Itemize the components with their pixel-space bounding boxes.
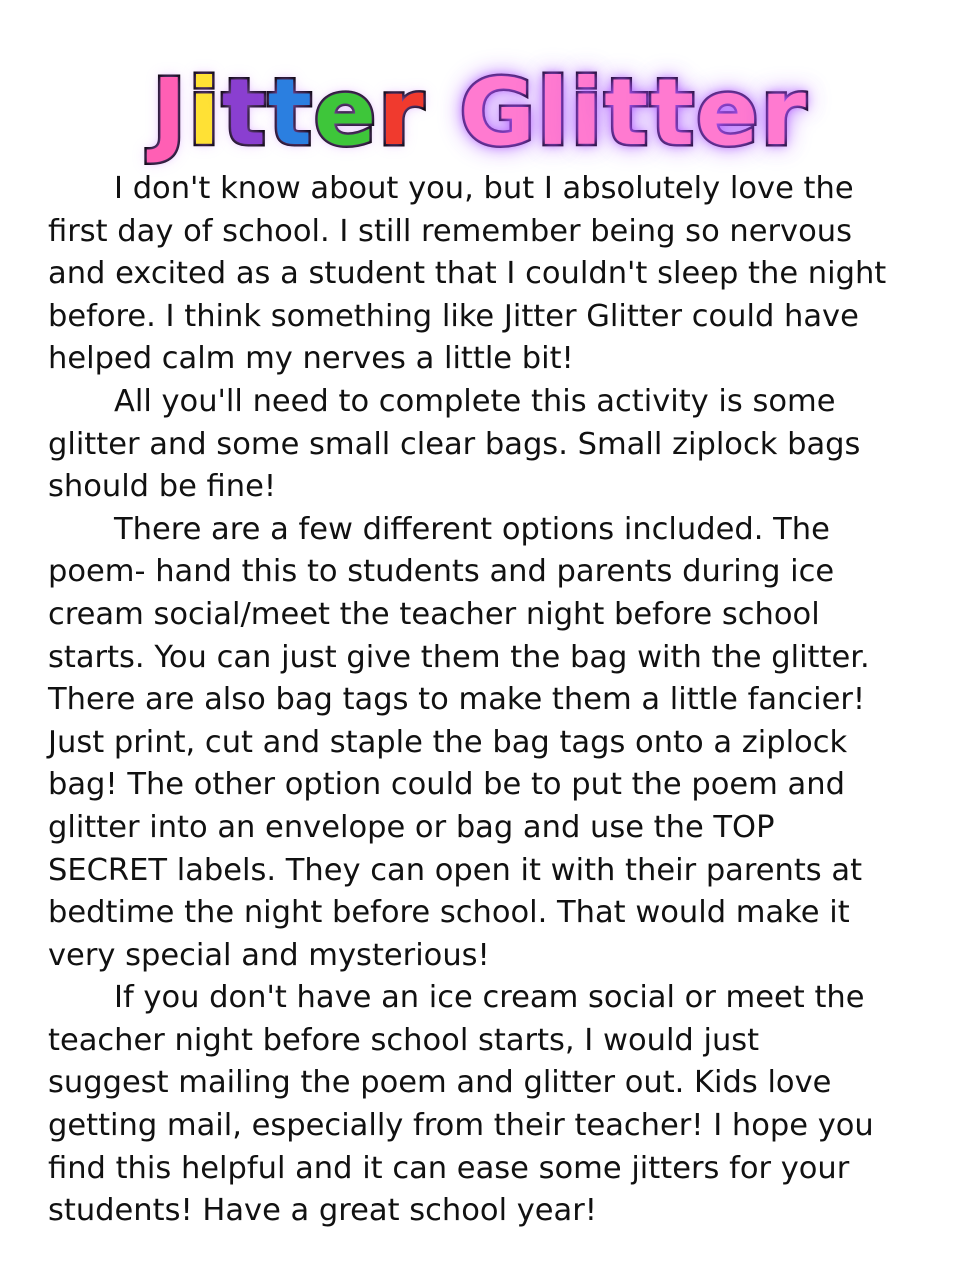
text-line: I don't know about you, but I absolutely love the bbox=[114, 171, 854, 206]
text-line: very special and mysterious! bbox=[48, 937, 490, 973]
title-letter: r bbox=[378, 59, 426, 166]
text-line: before. I think something like Jitter Glitter could have bbox=[48, 298, 859, 334]
title-letter: t bbox=[604, 59, 651, 166]
text-line: There are a few different options included. The bbox=[114, 511, 830, 547]
text-line: and excited as a student that I couldn't sleep the night bbox=[48, 256, 887, 292]
title-word bbox=[152, 58, 426, 168]
title-letter: G bbox=[459, 59, 538, 166]
text-line: first day of school. I still remember being so nervous bbox=[48, 213, 852, 249]
title-letter: r bbox=[760, 59, 808, 166]
page-title bbox=[0, 58, 960, 168]
title-letter: t bbox=[267, 59, 314, 166]
text-line: suggest mailing the poem and glitter out. Kids love bbox=[48, 1065, 832, 1101]
title-word bbox=[460, 58, 808, 168]
text-line: bedtime the night before school. That would make it bbox=[48, 895, 850, 931]
text-line: cream social/meet the teacher night before school bbox=[48, 596, 820, 632]
text-line: If you don't have an ice cream social or meet the bbox=[114, 980, 865, 1016]
text-line: helped calm my nerves a little bit! bbox=[48, 341, 574, 377]
text-line: glitter and some small clear bags. Small ziplock bags bbox=[48, 426, 861, 462]
text-line: SECRET labels. They can open it with their parents at bbox=[48, 852, 863, 888]
text-line: teacher night before school starts, I would just bbox=[48, 1022, 760, 1058]
text-line: students! Have a great school year! bbox=[48, 1193, 598, 1229]
text-line: All you'll need to complete this activity is some bbox=[114, 383, 836, 419]
title-letter: J bbox=[152, 59, 189, 166]
title-letter: t bbox=[221, 59, 268, 166]
text-line: bag! The other option could be to put the poem and bbox=[48, 767, 845, 803]
document-body bbox=[48, 168, 928, 1233]
text-line: should be fine! bbox=[48, 469, 277, 505]
text-line: getting mail, especially from their teacher! I hope you bbox=[48, 1108, 874, 1144]
title-letter: e bbox=[313, 59, 379, 166]
text-line: starts. You can just give them the bag with the glitter. bbox=[48, 639, 870, 675]
text-line: poem- hand this to students and parents during ice bbox=[48, 554, 835, 590]
text-line: There are also bag tags to make them a little fancier! bbox=[48, 682, 866, 718]
title-letter: i bbox=[188, 59, 222, 166]
text-line: find this helpful and it can ease some jitters for your bbox=[48, 1150, 850, 1186]
text-line: Just print, cut and staple the bag tags onto a ziplock bbox=[48, 724, 848, 760]
text-line: glitter into an envelope or bag and use the TOP bbox=[48, 809, 775, 845]
title-letter: t bbox=[650, 59, 697, 166]
title-letter: l bbox=[537, 59, 571, 166]
title-letter: e bbox=[696, 59, 761, 166]
title-letter: i bbox=[570, 59, 605, 166]
